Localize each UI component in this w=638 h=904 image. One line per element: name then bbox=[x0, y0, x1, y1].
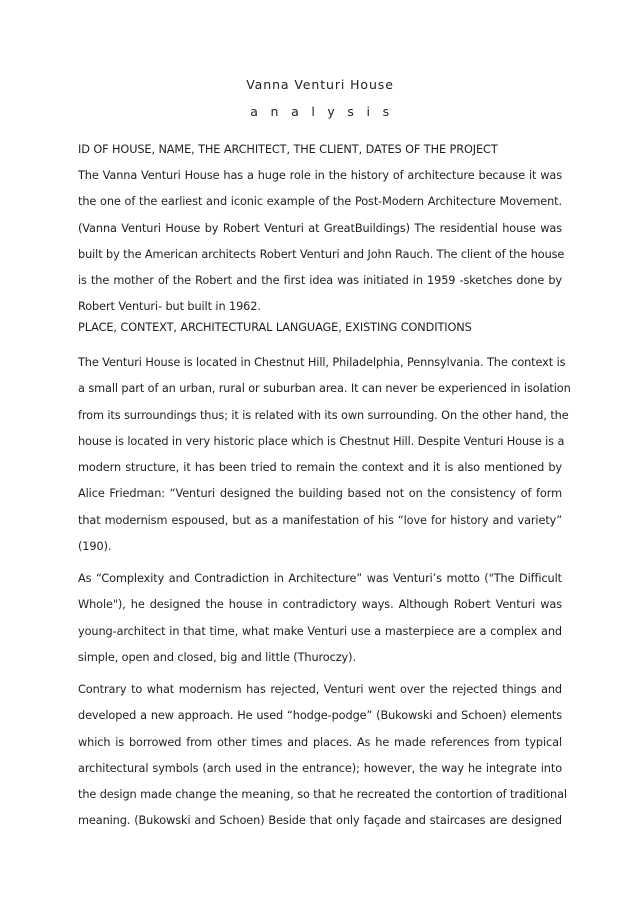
paragraph-line: The Venturi House is located in Chestnut Hill, Philadelphia, Pennsylvania. The context is bbox=[78, 356, 566, 369]
section-heading-place: PLACE, CONTEXT, ARCHITECTURAL LANGUAGE, EXISTING CONDITIONS bbox=[78, 321, 472, 334]
paragraph-line: house is located in very historic place which is Chestnut Hill. Despite Venturi House is a bbox=[78, 434, 565, 448]
paragraph-line: meaning. (Bukowski and Schoen) Beside that only façade and staircases are designed bbox=[78, 814, 562, 828]
document-subtitle: analysis bbox=[250, 104, 402, 119]
paragraph-intro bbox=[78, 163, 565, 321]
paragraph-line: (Vanna Venturi House by Robert Venturi at GreatBuildings) The residential house was bbox=[78, 221, 562, 235]
paragraph-modernism bbox=[78, 677, 567, 835]
paragraph-line: built by the American architects Robert Venturi and John Rauch. The client of the house bbox=[78, 247, 565, 261]
paragraph-line: the one of the earliest and iconic example of the Post-Modern Architecture Movement. bbox=[78, 195, 562, 209]
paragraph-line: developed a new approach. He used “hodge-podge” (Bukowski and Schoen) elements bbox=[78, 709, 562, 723]
paragraph-line: Contrary to what modernism has rejected, Venturi went over the rejected things and bbox=[78, 683, 562, 696]
paragraph-line: is the mother of the Robert and the first idea was initiated in 1959 -sketches done by bbox=[78, 274, 562, 288]
section-heading-id: ID OF HOUSE, NAME, THE ARCHITECT, THE CLIENT, DATES OF THE PROJECT bbox=[78, 143, 498, 156]
paragraph-complexity bbox=[78, 566, 562, 671]
paragraph-line: Alice Friedman: “Venturi designed the building based not on the consistency of form bbox=[78, 487, 562, 501]
paragraph-line: the design made change the meaning, so that he recreated the contortion of traditional bbox=[78, 788, 567, 802]
paragraph-line: As “Complexity and Contradiction in Architecture” was Venturi’s motto ("The Difficult bbox=[78, 572, 562, 585]
paragraph-line: architectural symbols (arch used in the entrance); however, the way he integrate into bbox=[78, 761, 562, 775]
paragraph-line: Whole"), he designed the house in contradictory ways. Although Robert Venturi was bbox=[78, 598, 562, 612]
document-title: Vanna Venturi House bbox=[246, 77, 394, 92]
paragraph-line: (190). bbox=[78, 540, 112, 554]
paragraph-line: The Vanna Venturi House has a huge role in the history of architecture because it was bbox=[78, 169, 562, 182]
paragraph-context bbox=[78, 350, 571, 560]
paragraph-line: from its surroundings thus; it is related with its own surrounding. On the other hand, the bbox=[78, 408, 569, 422]
paragraph-line: which is borrowed from other times and places. As he made references from typical bbox=[78, 735, 562, 749]
paragraph-line: that modernism espoused, but as a manifestation of his “love for history and variety” bbox=[78, 513, 562, 527]
paragraph-line: modern structure, it has been tried to remain the context and it is also mentioned by bbox=[78, 461, 562, 475]
paragraph-line: Robert Venturi- but built in 1962. bbox=[78, 300, 261, 314]
paragraph-line: a small part of an urban, rural or suburban area. It can never be experienced in isolation bbox=[78, 382, 571, 396]
paragraph-line: simple, open and closed, big and little (Thuroczy). bbox=[78, 650, 356, 664]
paragraph-line: young-architect in that time, what make Venturi use a masterpiece are a complex and bbox=[78, 624, 562, 638]
